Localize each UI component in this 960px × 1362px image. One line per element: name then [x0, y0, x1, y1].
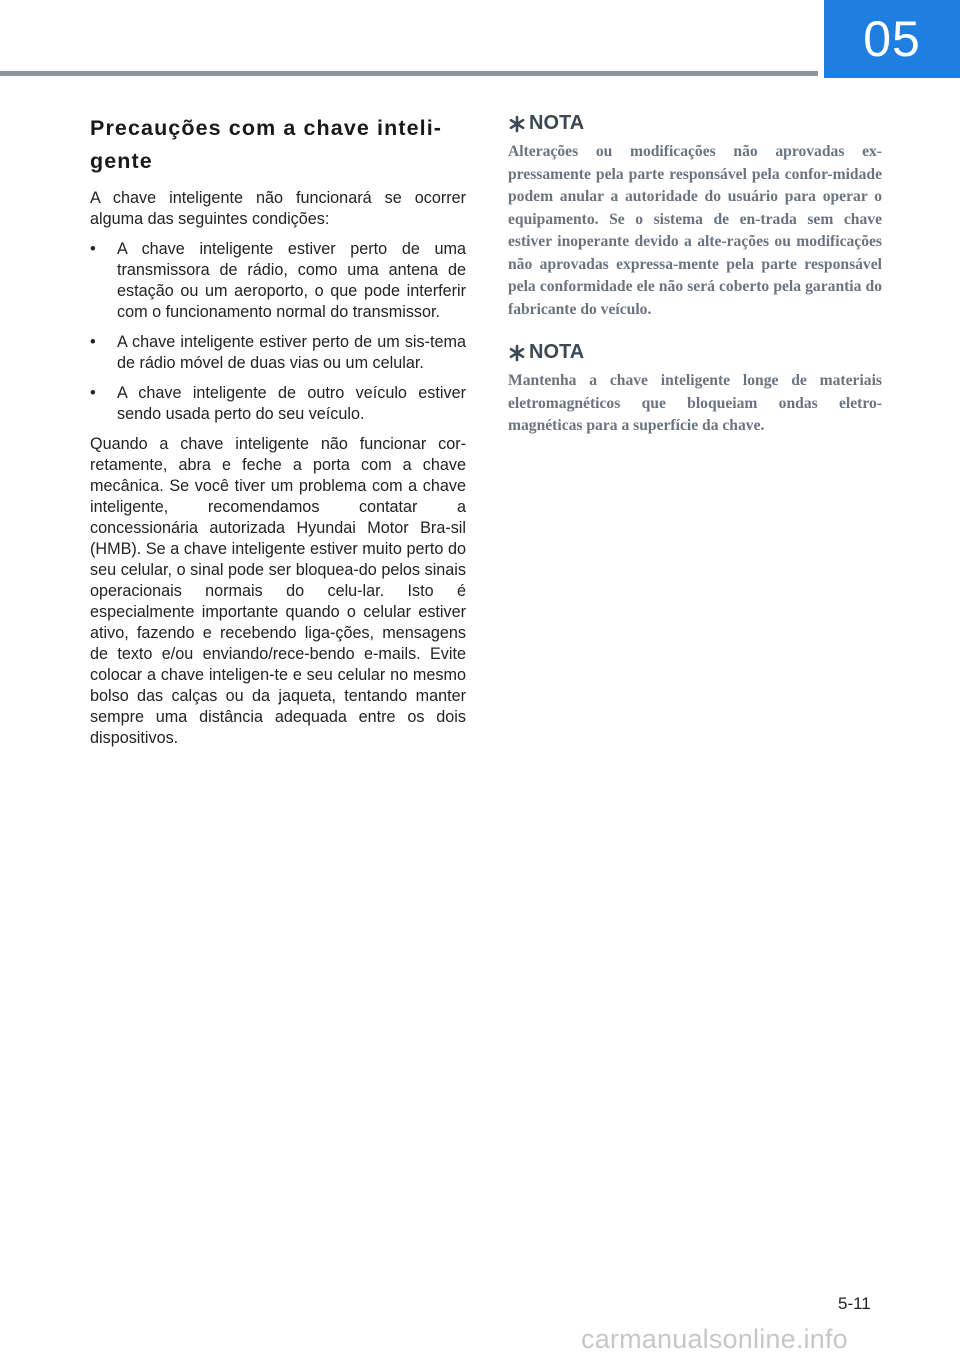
list-item-text: A chave inteligente estiver perto de uma transmissora de rádio, como uma antena de estação ou um aeroporto, o que pode interferir com o funcionamento normal do transmissor. [117, 240, 466, 321]
note-text: Mantenha a chave inteligente longe de materiais eletromagnéticos que bloqueiam ondas eletro-magnéticas para a superfície da chave. [508, 372, 882, 434]
note-heading-label: NOTA [529, 112, 585, 134]
list-item [90, 383, 466, 425]
note-block-1 [508, 112, 882, 321]
chapter-number-tab: 05 [824, 0, 960, 78]
watermark: carmanualsonline.info [581, 1324, 848, 1354]
main-column [90, 112, 466, 758]
bullet-marker: • [90, 333, 96, 351]
note-block-2 [508, 341, 882, 438]
note-heading-label: NOTA [529, 341, 585, 363]
asterisk-icon [508, 115, 526, 133]
section-title [90, 112, 466, 178]
section-title-line-1: Precauções com a chave inteli- [90, 116, 443, 140]
bullet-marker: • [90, 384, 96, 402]
note-text: Alterações ou modificações não aprovadas ex-pressamente pela parte responsável pela confor-midade podem anular a autoridade do usuário para operar o equipamento. Se o sistema de en-trada sem chave estiver inoperante devido a alte-rações ou modificações não aprovadas expressa-mente pela parte responsável pela conformidade ele não será coberto pela garantia do fabricante do veículo. [508, 143, 882, 318]
asterisk-icon [508, 344, 526, 362]
closing-paragraph: Quando a chave inteligente não funcionar cor-retamente, abra e feche a porta com a chave mecânica. Se você tiver um problema com a chave inteligente, recomendamos contatar a concessionária autorizada Hyundai Motor Bra-sil (HMB). Se a chave inteligente estiver muito perto do seu celular, o sinal pode ser bloquea-do pelos sinais operacionais normais do celu-lar. Isto é especialmente importante quando o celular estiver ativo, fazendo e recebendo liga-ções, mensagens de texto e/ou enviando/rece-bendo e-mails. Evite colocar a chave inteligen-te e seu celular no mesmo bolso das calças ou da jaqueta, tentando manter sempre uma distância adequada entre os dois dispositivos. [90, 435, 466, 747]
page-number: 5-11 [838, 1294, 871, 1313]
notes-column [508, 112, 882, 458]
note-heading [508, 112, 882, 135]
list-item [90, 332, 466, 374]
bullet-marker: • [90, 240, 96, 258]
list-item [90, 239, 466, 323]
list-item-text: A chave inteligente estiver perto de um sis-tema de rádio móvel de duas vias ou um celular. [117, 333, 466, 372]
section-title-line-2: gente [90, 149, 153, 173]
note-heading [508, 341, 882, 364]
header-rule [0, 71, 818, 76]
list-item-text: A chave inteligente de outro veículo estiver sendo usada perto do seu veículo. [117, 384, 466, 423]
intro-paragraph: A chave inteligente não funcionará se ocorrer alguma das seguintes condições: [90, 189, 466, 228]
